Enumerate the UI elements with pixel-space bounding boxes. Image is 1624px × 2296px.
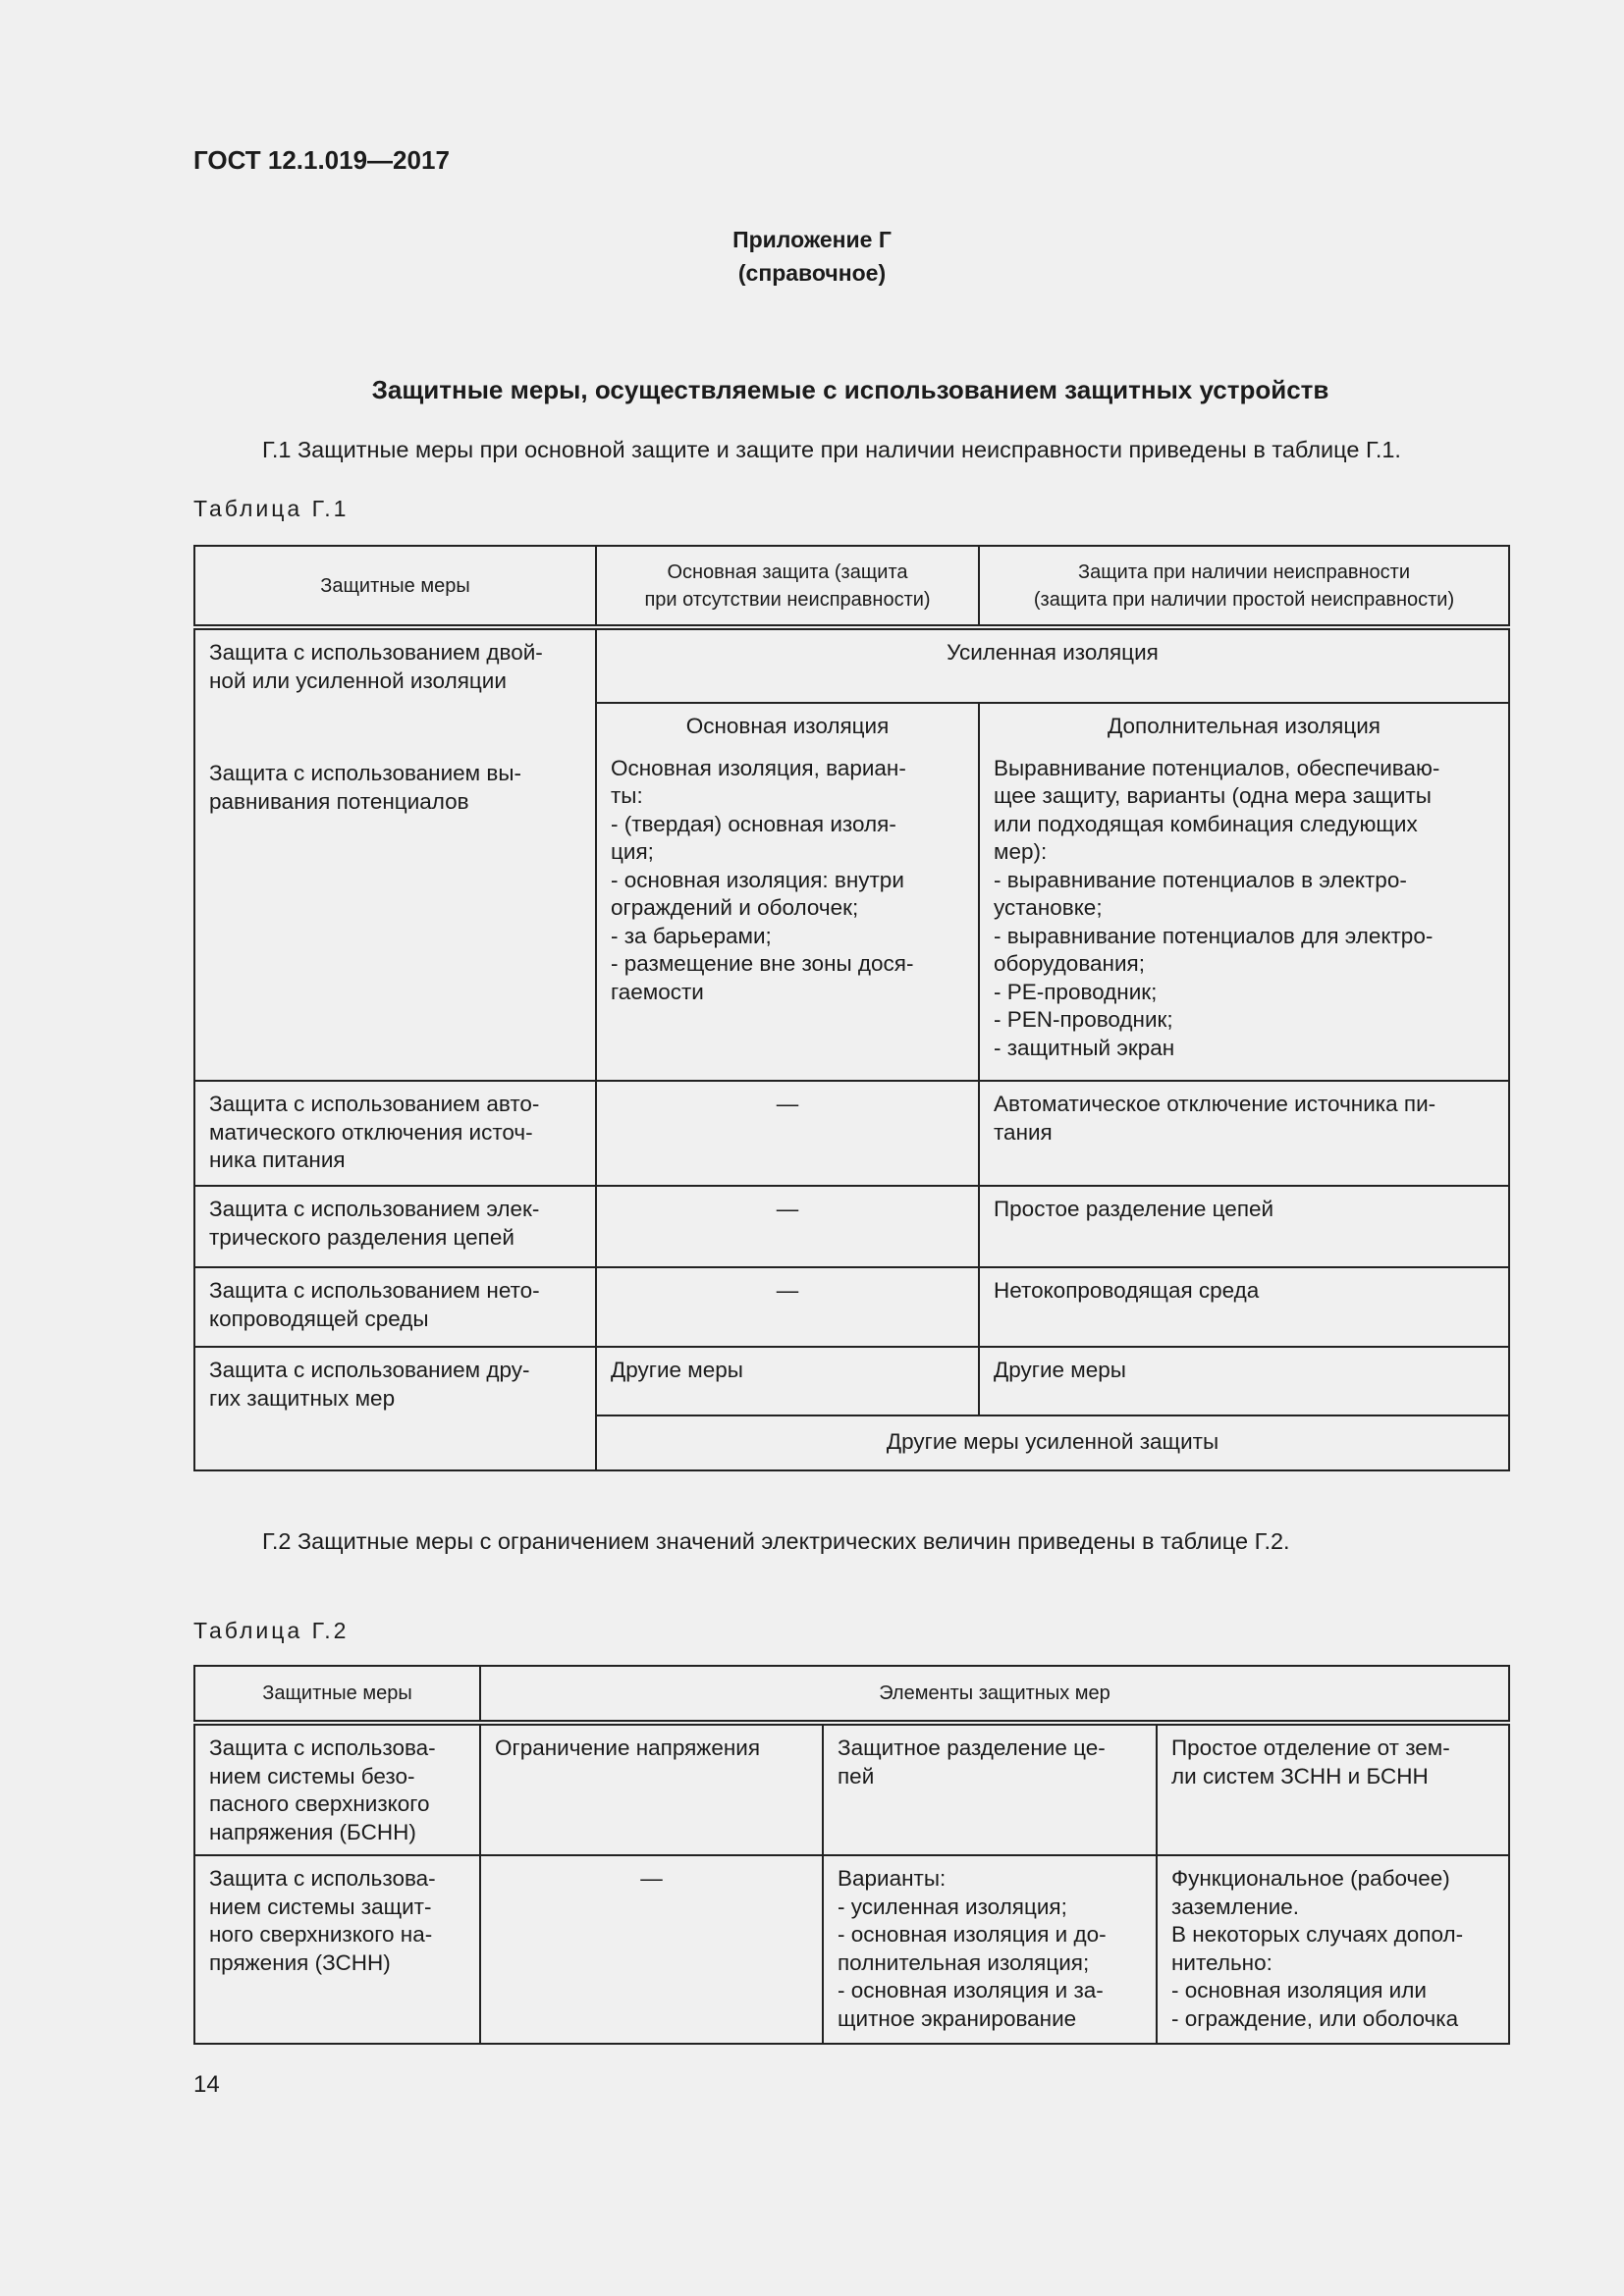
table-g1-r2-measure: Защита с использованием вы- равнивания потенциалов — [194, 703, 596, 1081]
table-g2-r1-c3: Защитное разделение це- пей — [823, 1723, 1157, 1855]
table-row — [194, 1186, 1509, 1267]
section-title: Защитные меры, осуществляемые с использованием защитных устройств — [371, 375, 1329, 404]
paragraph-g2: Г.2 Защитные меры с ограничением значений электрических величин приведены в таблице Г.2. — [262, 1528, 1290, 1554]
table-g2-r2-measure: Защита с использова- нием системы защит- ного сверхнизкого на- пряжения (ЗСНН) — [194, 1855, 480, 2044]
table-g1-r2-fault: Дополнительная изоляция Выравнивание потенциалов, обеспечиваю- щее защиту, варианты (одна мера защиты или подходящая комбинация следующих мер): - выравнивание потенциалов в электро- установке; - выравнивание потенциалов для электро- оборудования; - PE-проводник; - PEN-проводник; - защитный экран — [979, 703, 1509, 1081]
paragraph-g1: Г.1 Защитные меры при основной защите и защите при наличии неисправности приведены в таблице Г.1. — [262, 437, 1401, 462]
document-code: ГОСТ 12.1.019—2017 — [193, 145, 450, 175]
table-row — [194, 1855, 1509, 2044]
table-row — [194, 1081, 1509, 1186]
table-g1-r4-fault: Простое разделение цепей — [979, 1186, 1509, 1267]
table-g1-r3-basic: — — [596, 1081, 979, 1186]
table-g1-r5-fault: Нетокопроводящая среда — [979, 1267, 1509, 1347]
table-g1-r6-basic: Другие меры — [596, 1347, 979, 1415]
table-g1-r4-measure: Защита с использованием элек- трического разделения цепей — [194, 1186, 596, 1267]
appendix-title: Приложение Г — [732, 227, 892, 252]
table-g2-caption: Таблица Г.2 — [193, 1618, 350, 1643]
table-g2-header-row — [194, 1666, 1509, 1723]
table-g1-r5-basic: — — [596, 1267, 979, 1347]
table-g1-caption: Таблица Г.1 — [193, 496, 350, 521]
table-g1-header-fault: Защита при наличии неисправности (защита при наличии простой неисправности) — [979, 546, 1509, 627]
table-g1-r2-basic: Основная изоляция Основная изоляция, вариан- ты: - (твердая) основная изоля- ция; - основная изоляция: внутри ограждений и оболочек; - за барьерами; - размещение вне зоны дося- гаемости — [596, 703, 979, 1081]
table-row — [194, 1267, 1509, 1347]
table-g2-r1-measure: Защита с использова- нием системы безо- пасного сверхнизкого напряжения (БСНН) — [194, 1723, 480, 1855]
table-g1-header-basic: Основная защита (защита при отсутствии неисправности) — [596, 546, 979, 627]
table-g2-header-measures: Защитные меры — [194, 1666, 480, 1723]
table-g1-r4-basic: — — [596, 1186, 979, 1267]
table-g1-r6-measure: Защита с использованием дру- гих защитных мер — [194, 1347, 596, 1470]
table-g1 — [193, 545, 1510, 1471]
table-g2-r2-c4: Функциональное (рабочее) заземление. В некоторых случаях допол- нительно: - основная изоляция или - ограждение, или оболочка — [1157, 1855, 1509, 2044]
table-row — [194, 627, 1509, 703]
table-g2-r1-c4: Простое отделение от зем- ли систем ЗСНН и БСНН — [1157, 1723, 1509, 1855]
table-g1-header-row — [194, 546, 1509, 627]
table-g1-r3-measure: Защита с использованием авто- матического отключения источ- ника питания — [194, 1081, 596, 1186]
table-g1-r5-measure: Защита с использованием нето- копроводящей среды — [194, 1267, 596, 1347]
table-row — [194, 703, 1509, 1081]
table-g2 — [193, 1665, 1510, 2045]
table-g2-r2-c2: — — [480, 1855, 823, 2044]
page-number: 14 — [193, 2071, 220, 2098]
table-row — [194, 1723, 1509, 1855]
table-g2-r2-c3: Варианты: - усиленная изоляция; - основная изоляция и до- полнительная изоляция; - основная изоляция и за- щитное экранирование — [823, 1855, 1157, 2044]
table-g1-r6-merged: Другие меры усиленной защиты — [596, 1415, 1509, 1470]
table-g1-r3-fault: Автоматическое отключение источника пи- тания — [979, 1081, 1509, 1186]
table-g2-r1-c2: Ограничение напряжения — [480, 1723, 823, 1855]
table-g1-r1-reinforced: Усиленная изоляция — [596, 627, 1509, 703]
table-row — [194, 1347, 1509, 1415]
table-g1-r1-measure: Защита с использованием двой- ной или усиленной изоляции — [194, 627, 596, 703]
table-g1-r6-fault: Другие меры — [979, 1347, 1509, 1415]
table-g1-header-measures: Защитные меры — [194, 546, 596, 627]
appendix-subtitle: (справочное) — [737, 260, 887, 286]
table-g2-header-elements: Элементы защитных мер — [480, 1666, 1509, 1723]
